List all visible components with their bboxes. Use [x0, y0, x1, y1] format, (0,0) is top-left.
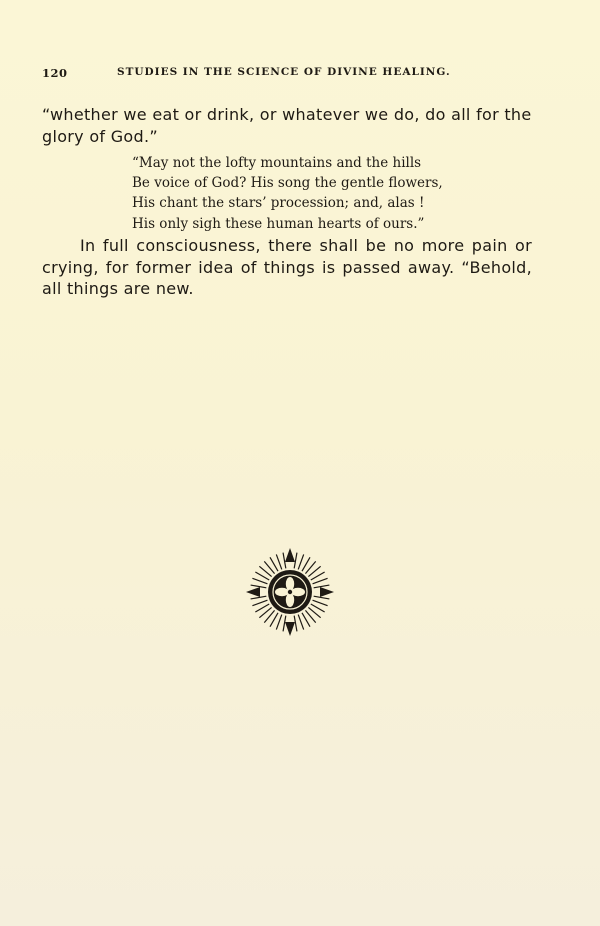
compass-rose-ornament-icon [245, 547, 335, 637]
ornament-ray [313, 578, 328, 583]
verse-line: “May not the lofty mountains and the hills [132, 155, 422, 171]
ornament-ray [294, 616, 297, 632]
ornament-ray [251, 596, 267, 599]
verse-line: His only sigh these human hearts of ours.” [132, 215, 425, 232]
page-number: 120 [42, 66, 68, 80]
ornament-ray [298, 615, 303, 630]
ornament-ray [298, 554, 303, 569]
paragraph-1: “whether we eat or drink, or whatever we do, do all for the glory of God.” [42, 105, 532, 146]
verse-quote [132, 153, 512, 234]
ornament-ray [294, 553, 297, 569]
ornament-ray [252, 600, 267, 605]
ornament-ray [283, 616, 286, 632]
ornament-ray [251, 585, 267, 588]
verse-line: His chant the stars’ procession; and, alas ! [132, 195, 425, 212]
ornament-ray [283, 553, 286, 569]
ornament-ray [314, 596, 330, 599]
ornament-ray [252, 578, 267, 583]
verse-line: Be voice of God? His song the gentle flowers, [132, 175, 443, 192]
ornament-ray [276, 615, 281, 630]
ornament-ray [313, 600, 328, 605]
ornament-ray [314, 585, 330, 588]
running-title: STUDIES IN THE SCIENCE OF DIVINE HEALING. [117, 66, 451, 78]
ornament-ray [276, 554, 281, 569]
paragraph-2: In full consciousness, there shall be no more pain or crying, for former idea of things is passed away. “Behold, all things are new. [42, 236, 532, 298]
